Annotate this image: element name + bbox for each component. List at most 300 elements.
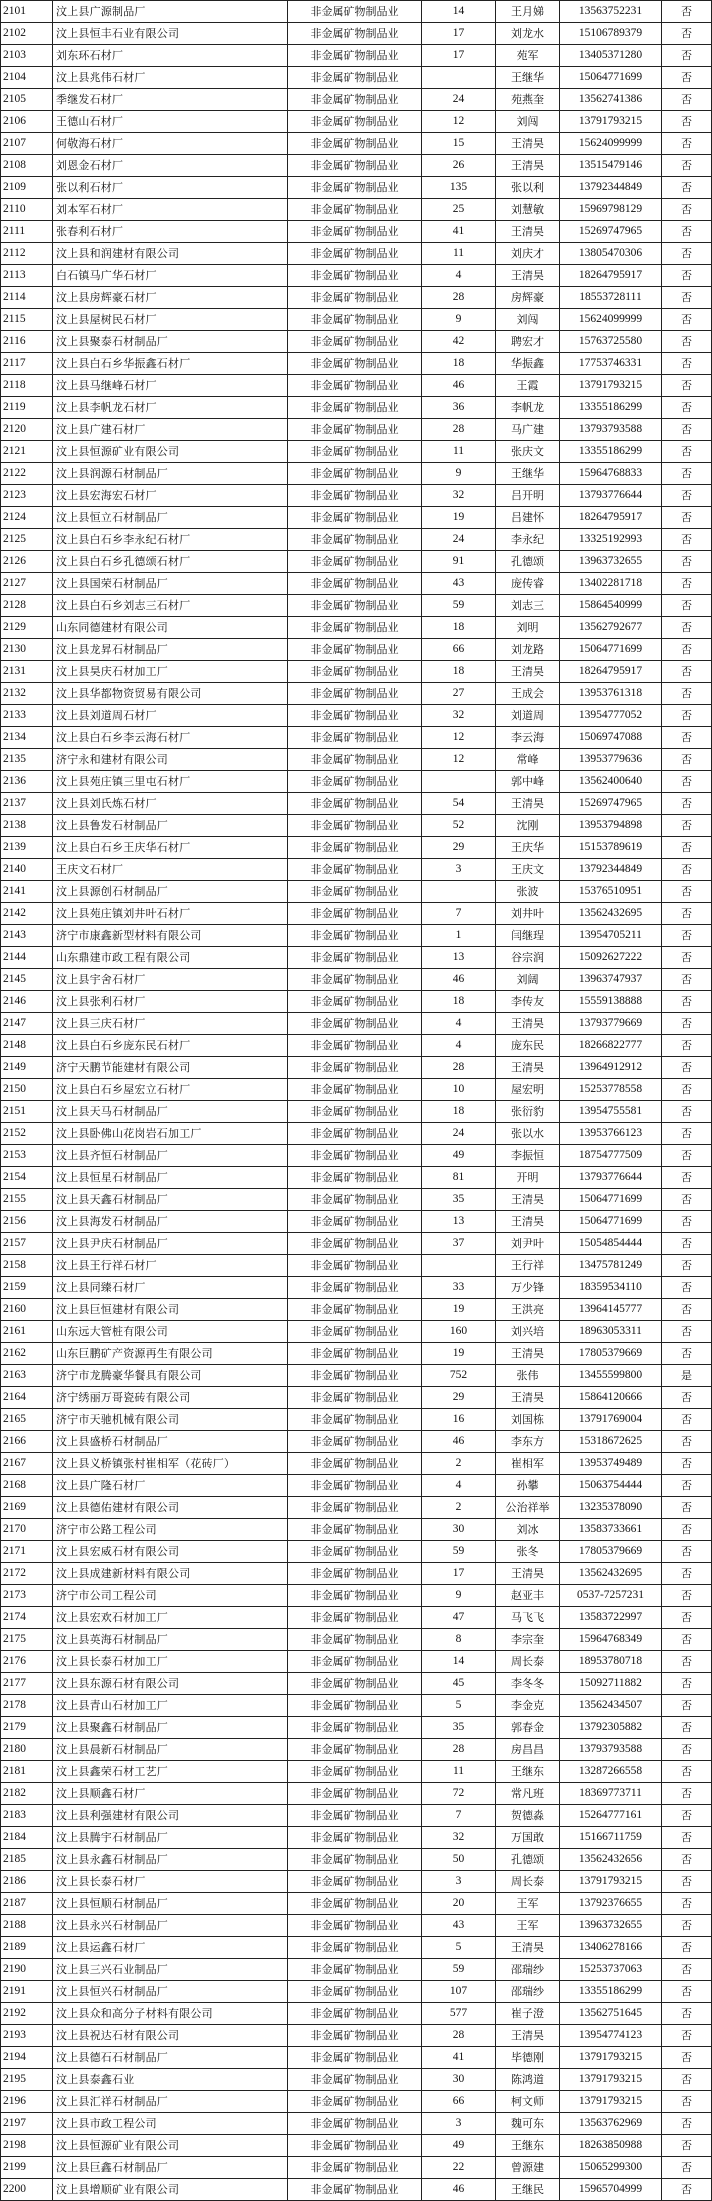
table-row	[1, 903, 712, 925]
row-number: 2163	[1, 1365, 53, 1387]
employee-count: 41	[422, 221, 496, 243]
row-number: 2179	[1, 1717, 53, 1739]
phone-number: 13963747937	[560, 969, 662, 991]
phone-number: 15065299300	[560, 2157, 662, 2179]
contact-person: 李云海	[496, 727, 560, 749]
company-name: 汶上县白石乡华振鑫石材厂	[53, 353, 288, 375]
employee-count: 19	[422, 1299, 496, 1321]
company-name: 汶上县英海石材制品厂	[53, 1629, 288, 1651]
contact-person: 张庆文	[496, 441, 560, 463]
table-row	[1, 397, 712, 419]
contact-person: 曾源建	[496, 2157, 560, 2179]
employee-count: 160	[422, 1321, 496, 1343]
employee-count: 22	[422, 2157, 496, 2179]
company-name: 王德山石材厂	[53, 111, 288, 133]
contact-person: 王清昊	[496, 1211, 560, 1233]
key-enterprise-flag: 否	[662, 1, 712, 23]
phone-number: 17805379669	[560, 1343, 662, 1365]
company-name: 汶上县聚泰石材制品厂	[53, 331, 288, 353]
phone-number: 13562432695	[560, 1563, 662, 1585]
phone-number: 15965704999	[560, 2179, 662, 2201]
phone-number: 13791793215	[560, 2091, 662, 2113]
row-number: 2190	[1, 1959, 53, 1981]
contact-person: 王庆文	[496, 859, 560, 881]
table-row	[1, 1321, 712, 1343]
contact-person: 刘道周	[496, 705, 560, 727]
contact-person: 张以水	[496, 1123, 560, 1145]
table-row	[1, 1739, 712, 1761]
key-enterprise-flag: 否	[662, 1563, 712, 1585]
key-enterprise-flag: 否	[662, 551, 712, 573]
industry-category: 非金属矿物制品业	[288, 749, 422, 771]
row-number: 2192	[1, 2003, 53, 2025]
table-row	[1, 771, 712, 793]
employee-count: 13	[422, 1211, 496, 1233]
contact-person: 开明	[496, 1167, 560, 1189]
table-row	[1, 815, 712, 837]
table-row	[1, 177, 712, 199]
contact-person: 王霞	[496, 375, 560, 397]
company-name: 汶上县众和高分子材料有限公司	[53, 2003, 288, 2025]
contact-person: 王清昊	[496, 1057, 560, 1079]
contact-person: 邵瑞纱	[496, 1959, 560, 1981]
employee-count: 4	[422, 1035, 496, 1057]
phone-number: 13562751645	[560, 2003, 662, 2025]
employee-count: 11	[422, 243, 496, 265]
company-name: 汶上县屋树民石材厂	[53, 309, 288, 331]
row-number: 2136	[1, 771, 53, 793]
key-enterprise-flag: 否	[662, 1805, 712, 1827]
phone-number: 18264795917	[560, 265, 662, 287]
company-name: 济宁市公司工程公司	[53, 1585, 288, 1607]
company-name: 汶上县成建新材料有限公司	[53, 1563, 288, 1585]
contact-person: 刘龙水	[496, 23, 560, 45]
company-name: 汶上县巨恒建材有限公司	[53, 1299, 288, 1321]
employee-count: 9	[422, 463, 496, 485]
row-number: 2140	[1, 859, 53, 881]
company-name: 汶上县增顺矿业有限公司	[53, 2179, 288, 2201]
key-enterprise-flag: 否	[662, 639, 712, 661]
key-enterprise-flag: 否	[662, 2179, 712, 2201]
employee-count: 13	[422, 947, 496, 969]
key-enterprise-flag: 否	[662, 749, 712, 771]
company-name: 汶上县恒星石材制品厂	[53, 1167, 288, 1189]
contact-person: 王继民	[496, 2179, 560, 2201]
phone-number: 13953766123	[560, 1123, 662, 1145]
key-enterprise-flag: 否	[662, 661, 712, 683]
phone-number: 18953780718	[560, 1651, 662, 1673]
key-enterprise-flag: 否	[662, 793, 712, 815]
table-row	[1, 1079, 712, 1101]
contact-person: 王继华	[496, 67, 560, 89]
table-row	[1, 1035, 712, 1057]
contact-person: 王清昊	[496, 1387, 560, 1409]
phone-number: 15864120666	[560, 1387, 662, 1409]
industry-category: 非金属矿物制品业	[288, 45, 422, 67]
industry-category: 非金属矿物制品业	[288, 2025, 422, 2047]
industry-category: 非金属矿物制品业	[288, 463, 422, 485]
contact-person: 郭春金	[496, 1717, 560, 1739]
key-enterprise-flag: 否	[662, 2135, 712, 2157]
employee-count: 24	[422, 89, 496, 111]
industry-category: 非金属矿物制品业	[288, 397, 422, 419]
phone-number: 13792344849	[560, 859, 662, 881]
contact-person: 刘龙路	[496, 639, 560, 661]
row-number: 2111	[1, 221, 53, 243]
contact-person: 王行祥	[496, 1255, 560, 1277]
phone-number: 13562741386	[560, 89, 662, 111]
employee-count: 10	[422, 1079, 496, 1101]
row-number: 2116	[1, 331, 53, 353]
phone-number: 13953779636	[560, 749, 662, 771]
table-row	[1, 2135, 712, 2157]
company-name: 汶上县白石乡屋宏立石材厂	[53, 1079, 288, 1101]
employee-count: 35	[422, 1717, 496, 1739]
employee-count: 5	[422, 1937, 496, 1959]
table-row	[1, 331, 712, 353]
row-number: 2134	[1, 727, 53, 749]
industry-category: 非金属矿物制品业	[288, 1211, 422, 1233]
row-number: 2181	[1, 1761, 53, 1783]
contact-person: 马飞飞	[496, 1607, 560, 1629]
employee-count: 18	[422, 661, 496, 683]
employee-count: 12	[422, 749, 496, 771]
contact-person: 王月娣	[496, 1, 560, 23]
row-number: 2168	[1, 1475, 53, 1497]
table-row	[1, 1717, 712, 1739]
key-enterprise-flag: 否	[662, 2157, 712, 2179]
industry-category: 非金属矿物制品业	[288, 155, 422, 177]
phone-number: 13402281718	[560, 573, 662, 595]
key-enterprise-flag: 否	[662, 1409, 712, 1431]
contact-person: 刘闯	[496, 309, 560, 331]
phone-number: 13405371280	[560, 45, 662, 67]
industry-category: 非金属矿物制品业	[288, 67, 422, 89]
contact-person: 孔德颂	[496, 1849, 560, 1871]
contact-person: 赵亚丰	[496, 1585, 560, 1607]
row-number: 2195	[1, 2069, 53, 2091]
row-number: 2139	[1, 837, 53, 859]
phone-number: 15969798129	[560, 199, 662, 221]
key-enterprise-flag: 否	[662, 1893, 712, 1915]
table-row	[1, 2113, 712, 2135]
industry-category: 非金属矿物制品业	[288, 1189, 422, 1211]
employee-count: 28	[422, 419, 496, 441]
industry-category: 非金属矿物制品业	[288, 1717, 422, 1739]
key-enterprise-flag: 否	[662, 925, 712, 947]
key-enterprise-flag: 否	[662, 529, 712, 551]
phone-number: 13964145777	[560, 1299, 662, 1321]
industry-category: 非金属矿物制品业	[288, 1497, 422, 1519]
table-row	[1, 1475, 712, 1497]
key-enterprise-flag: 否	[662, 1057, 712, 1079]
phone-number: 15064771699	[560, 1189, 662, 1211]
industry-category: 非金属矿物制品业	[288, 1761, 422, 1783]
industry-category: 非金属矿物制品业	[288, 2179, 422, 2201]
employee-count: 46	[422, 375, 496, 397]
row-number: 2182	[1, 1783, 53, 1805]
row-number: 2110	[1, 199, 53, 221]
company-name: 汶上县运鑫石材厂	[53, 1937, 288, 1959]
company-name: 汶上县长泰石材加工厂	[53, 1651, 288, 1673]
company-name: 汶上县苑庄镇三里屯石材厂	[53, 771, 288, 793]
contact-person: 王清昊	[496, 155, 560, 177]
contact-person: 沈刚	[496, 815, 560, 837]
key-enterprise-flag: 否	[662, 881, 712, 903]
key-enterprise-flag: 否	[662, 133, 712, 155]
company-name: 何敬海石材厂	[53, 133, 288, 155]
company-name: 汶上县昊庆石材加工厂	[53, 661, 288, 683]
table-row	[1, 1519, 712, 1541]
contact-person: 王清昊	[496, 793, 560, 815]
key-enterprise-flag: 否	[662, 1541, 712, 1563]
industry-category: 非金属矿物制品业	[288, 1827, 422, 1849]
company-name: 汶上县腾宇石材制品厂	[53, 1827, 288, 1849]
employee-count	[422, 67, 496, 89]
row-number: 2165	[1, 1409, 53, 1431]
table-row	[1, 2003, 712, 2025]
phone-number: 13791793215	[560, 2047, 662, 2069]
industry-category: 非金属矿物制品业	[288, 133, 422, 155]
industry-category: 非金属矿物制品业	[288, 1739, 422, 1761]
employee-count: 72	[422, 1783, 496, 1805]
row-number: 2169	[1, 1497, 53, 1519]
employee-count: 30	[422, 2069, 496, 2091]
industry-category: 非金属矿物制品业	[288, 1013, 422, 1035]
company-name: 汶上县白石乡李永纪石材厂	[53, 529, 288, 551]
employee-count: 33	[422, 1277, 496, 1299]
industry-category: 非金属矿物制品业	[288, 1805, 422, 1827]
industry-category: 非金属矿物制品业	[288, 903, 422, 925]
company-name: 汶上县华都物资贸易有限公司	[53, 683, 288, 705]
contact-person: 王继东	[496, 1761, 560, 1783]
company-name: 汶上县刘道周石材厂	[53, 705, 288, 727]
contact-person: 聘宏才	[496, 331, 560, 353]
phone-number: 13355186299	[560, 441, 662, 463]
row-number: 2125	[1, 529, 53, 551]
industry-category: 非金属矿物制品业	[288, 1343, 422, 1365]
row-number: 2186	[1, 1871, 53, 1893]
company-name: 济宁市康鑫新型材料有限公司	[53, 925, 288, 947]
phone-number: 18369773711	[560, 1783, 662, 1805]
row-number: 2117	[1, 353, 53, 375]
table-row	[1, 1343, 712, 1365]
industry-category: 非金属矿物制品业	[288, 331, 422, 353]
industry-category: 非金属矿物制品业	[288, 1431, 422, 1453]
row-number: 2144	[1, 947, 53, 969]
company-name: 济宁永和建材有限公司	[53, 749, 288, 771]
industry-category: 非金属矿物制品业	[288, 1145, 422, 1167]
row-number: 2166	[1, 1431, 53, 1453]
company-name: 汶上县义桥镇张村崔相军（花砖厂）	[53, 1453, 288, 1475]
phone-number: 15318672625	[560, 1431, 662, 1453]
key-enterprise-flag: 否	[662, 1299, 712, 1321]
employee-count: 12	[422, 111, 496, 133]
industry-category: 非金属矿物制品业	[288, 1299, 422, 1321]
row-number: 2162	[1, 1343, 53, 1365]
table-row	[1, 89, 712, 111]
industry-category: 非金属矿物制品业	[288, 23, 422, 45]
key-enterprise-flag: 否	[662, 903, 712, 925]
phone-number: 13791793215	[560, 2069, 662, 2091]
company-name: 汶上县齐恒石材制品厂	[53, 1145, 288, 1167]
contact-person: 屋宏明	[496, 1079, 560, 1101]
table-row	[1, 1541, 712, 1563]
company-name: 汶上县盛桥石材制品厂	[53, 1431, 288, 1453]
key-enterprise-flag: 否	[662, 1189, 712, 1211]
employee-count: 2	[422, 1497, 496, 1519]
key-enterprise-flag: 否	[662, 309, 712, 331]
row-number: 2183	[1, 1805, 53, 1827]
employee-count: 59	[422, 595, 496, 617]
row-number: 2151	[1, 1101, 53, 1123]
table-row	[1, 1629, 712, 1651]
key-enterprise-flag: 否	[662, 1651, 712, 1673]
row-number: 2130	[1, 639, 53, 661]
table-row	[1, 595, 712, 617]
phone-number: 13954774123	[560, 2025, 662, 2047]
phone-number: 17805379669	[560, 1541, 662, 1563]
phone-number: 15624099999	[560, 133, 662, 155]
row-number: 2107	[1, 133, 53, 155]
phone-number: 15269747965	[560, 793, 662, 815]
key-enterprise-flag: 否	[662, 397, 712, 419]
row-number: 2196	[1, 2091, 53, 2113]
table-row	[1, 1673, 712, 1695]
row-number: 2172	[1, 1563, 53, 1585]
contact-person: 李冬冬	[496, 1673, 560, 1695]
employee-count: 24	[422, 529, 496, 551]
employee-count	[422, 1255, 496, 1277]
company-name: 汶上县聚鑫石材制品厂	[53, 1717, 288, 1739]
company-name: 汶上县白石乡孔德颂石材厂	[53, 551, 288, 573]
industry-category: 非金属矿物制品业	[288, 1783, 422, 1805]
contact-person: 周长泰	[496, 1871, 560, 1893]
industry-category: 非金属矿物制品业	[288, 1277, 422, 1299]
contact-person: 刘尹叶	[496, 1233, 560, 1255]
company-name: 汶上县宏欢石材加工厂	[53, 1607, 288, 1629]
contact-person: 王清昊	[496, 221, 560, 243]
table-row	[1, 1585, 712, 1607]
key-enterprise-flag: 否	[662, 221, 712, 243]
industry-category: 非金属矿物制品业	[288, 2091, 422, 2113]
phone-number: 13793776644	[560, 1167, 662, 1189]
phone-number: 18264795917	[560, 507, 662, 529]
employee-count: 32	[422, 1827, 496, 1849]
contact-person: 张衍豹	[496, 1101, 560, 1123]
row-number: 2141	[1, 881, 53, 903]
key-enterprise-flag: 否	[662, 617, 712, 639]
key-enterprise-flag: 否	[662, 1035, 712, 1057]
phone-number: 13583733661	[560, 1519, 662, 1541]
key-enterprise-flag: 否	[662, 1915, 712, 1937]
contact-person: 邵瑞纱	[496, 1981, 560, 2003]
contact-person: 华振鑫	[496, 353, 560, 375]
row-number: 2114	[1, 287, 53, 309]
phone-number: 13562400640	[560, 771, 662, 793]
industry-category: 非金属矿物制品业	[288, 1233, 422, 1255]
contact-person: 张冬	[496, 1541, 560, 1563]
company-name: 刘恩金石材厂	[53, 155, 288, 177]
phone-number: 15253778558	[560, 1079, 662, 1101]
row-number: 2194	[1, 2047, 53, 2069]
industry-category: 非金属矿物制品业	[288, 1255, 422, 1277]
contact-person: 王军	[496, 1893, 560, 1915]
industry-category: 非金属矿物制品业	[288, 1629, 422, 1651]
row-number: 2176	[1, 1651, 53, 1673]
table-row	[1, 1937, 712, 1959]
table-row	[1, 529, 712, 551]
contact-person: 万国敢	[496, 1827, 560, 1849]
contact-person: 王成会	[496, 683, 560, 705]
company-name: 汶上县晨新石材制品厂	[53, 1739, 288, 1761]
row-number: 2124	[1, 507, 53, 529]
company-name: 汶上县白石乡刘志三石材厂	[53, 595, 288, 617]
industry-category: 非金属矿物制品业	[288, 441, 422, 463]
key-enterprise-flag: 否	[662, 2091, 712, 2113]
row-number: 2199	[1, 2157, 53, 2179]
employee-count	[422, 881, 496, 903]
phone-number: 15064771699	[560, 1211, 662, 1233]
phone-number: 13793793588	[560, 1739, 662, 1761]
key-enterprise-flag: 否	[662, 595, 712, 617]
table-row	[1, 1651, 712, 1673]
phone-number: 13793779669	[560, 1013, 662, 1035]
phone-number: 13953749489	[560, 1453, 662, 1475]
table-row	[1, 1871, 712, 1893]
industry-category: 非金属矿物制品业	[288, 2003, 422, 2025]
table-row	[1, 1057, 712, 1079]
phone-number: 13562434507	[560, 1695, 662, 1717]
company-name: 汶上县三兴石业制品厂	[53, 1959, 288, 1981]
company-name: 汶上县李帆龙石材厂	[53, 397, 288, 419]
phone-number: 13355186299	[560, 397, 662, 419]
table-row	[1, 2179, 712, 2201]
phone-number: 15253737063	[560, 1959, 662, 1981]
employee-count: 43	[422, 1915, 496, 1937]
key-enterprise-flag: 否	[662, 727, 712, 749]
row-number: 2154	[1, 1167, 53, 1189]
key-enterprise-flag: 否	[662, 2113, 712, 2135]
row-number: 2105	[1, 89, 53, 111]
phone-number: 15054854444	[560, 1233, 662, 1255]
contact-person: 孙攀	[496, 1475, 560, 1497]
table-row	[1, 1299, 712, 1321]
key-enterprise-flag: 否	[662, 23, 712, 45]
company-name: 汶上县永兴石材制品厂	[53, 1915, 288, 1937]
employee-count: 28	[422, 1739, 496, 1761]
phone-number: 13964912912	[560, 1057, 662, 1079]
row-number: 2193	[1, 2025, 53, 2047]
key-enterprise-flag: 否	[662, 1607, 712, 1629]
company-name: 山东同德建材有限公司	[53, 617, 288, 639]
table-row	[1, 23, 712, 45]
employee-count: 135	[422, 177, 496, 199]
contact-person: 刘阔	[496, 969, 560, 991]
industry-category: 非金属矿物制品业	[288, 1651, 422, 1673]
key-enterprise-flag: 否	[662, 1937, 712, 1959]
row-number: 2175	[1, 1629, 53, 1651]
employee-count: 41	[422, 2047, 496, 2069]
table-row	[1, 1453, 712, 1475]
key-enterprise-flag: 否	[662, 1167, 712, 1189]
industry-category: 非金属矿物制品业	[288, 353, 422, 375]
company-name: 汶上县张利石材厂	[53, 991, 288, 1013]
company-name: 汶上县鑫荣石材工艺厂	[53, 1761, 288, 1783]
company-name: 汶上县市政工程公司	[53, 2113, 288, 2135]
employee-count: 18	[422, 991, 496, 1013]
phone-number: 18359534110	[560, 1277, 662, 1299]
